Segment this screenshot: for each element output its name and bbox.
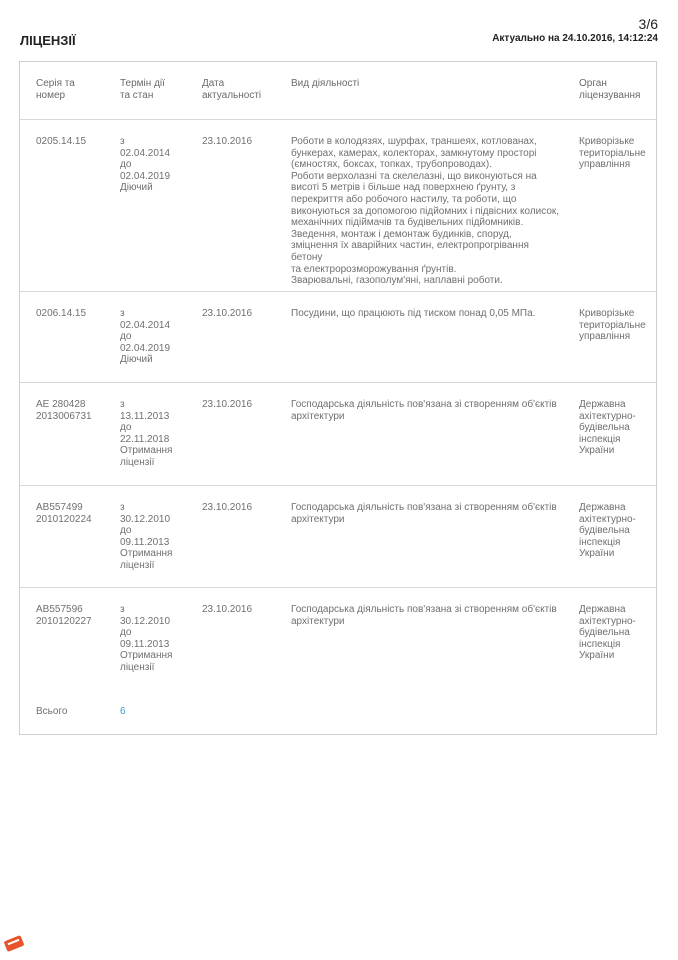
table-total-row: [20, 690, 656, 734]
cell-activity: Посудини, що працюють під тиском понад 0,05 МПа.: [291, 308, 536, 319]
cell-authority: Криворізьке територіальне управління: [579, 308, 646, 343]
page-number: 3/6: [638, 16, 658, 32]
table-row: [20, 486, 656, 588]
cell-authority: Державна ахітектурно- будівельна інспекція України: [579, 502, 636, 560]
table-row: [20, 588, 656, 690]
licenses-table: [19, 61, 657, 735]
cell-series: АВ557499 2010120224: [36, 502, 92, 525]
table-row: [20, 383, 656, 486]
cell-term: з 02.04.2014 до 02.04.2019 Діючий: [120, 136, 171, 194]
cell-authority: Криворізьке територіальне управління: [579, 136, 646, 171]
actuality-timestamp: Актуально на 24.10.2016, 14:12:24: [492, 33, 658, 44]
cell-term: з 30.12.2010 до 09.11.2013 Отримання ліцензії: [120, 604, 173, 673]
table-row: [20, 120, 656, 292]
column-header-series: Серія та номер: [36, 78, 75, 101]
cell-activity: Господарська діяльність пов'язана зі створенням об'єктів архітектури: [291, 502, 557, 525]
cell-date: 23.10.2016: [202, 399, 253, 410]
cell-authority: Державна ахітектурно- будівельна інспекція України: [579, 604, 636, 662]
cell-activity: Роботи в колодязях, шурфах, траншеях, котлованах, бункерах, камерах, колекторах, замкнутому просторі (ємностях, боксах, топках, трубопроводах). Роботи верхолазні та скелелазні, що виконуються на висоті 5 метрів і більше над поверхнею ґрунту, з перекриття або робочого настилу, та роботи, що виконуються за допомогою підйомних і підвісних колисок, механічних підіймачів та будівельних підйомників. Зведення, монтаж і демонтаж будинків, споруд, зміцнення їх аварійних частин, електропрогрівання бетону та електророзморожування ґрунтів. Зварювальні, газополум'яні, наплавні роботи.: [291, 136, 560, 287]
cell-term: з 13.11.2013 до 22.11.2018 Отримання ліцензії: [120, 399, 173, 468]
cell-authority: Державна ахітектурно- будівельна інспекція України: [579, 399, 636, 457]
cell-activity: Господарська діяльність пов'язана зі створенням об'єктів архітектури: [291, 604, 557, 627]
cell-term: з 30.12.2010 до 09.11.2013 Отримання ліцензії: [120, 502, 173, 571]
table-row: [20, 292, 656, 383]
total-label: Всього: [36, 706, 68, 717]
cell-series: 0205.14.15: [36, 136, 87, 147]
cell-date: 23.10.2016: [202, 502, 253, 513]
cell-date: 23.10.2016: [202, 136, 253, 147]
cell-date: 23.10.2016: [202, 308, 253, 319]
column-header-date: Дата актуальності: [202, 78, 262, 101]
section-title: ЛІЦЕНЗІЇ: [20, 33, 76, 48]
column-header-activity: Вид діяльності: [291, 78, 360, 89]
cell-activity: Господарська діяльність пов'язана зі створенням об'єктів архітектури: [291, 399, 557, 422]
cell-series: АВ557596 2010120227: [36, 604, 92, 627]
youcontrol-logo-icon: [3, 934, 25, 952]
cell-date: 23.10.2016: [202, 604, 253, 615]
cell-term: з 02.04.2014 до 02.04.2019 Діючий: [120, 308, 171, 366]
cell-series: 0206.14.15: [36, 308, 87, 319]
column-header-authority: Орган ліцензування: [579, 78, 641, 101]
table-header-row: [20, 62, 656, 120]
column-header-term: Термін дії та стан: [120, 78, 165, 101]
cell-series: АЕ 280428 2013006731: [36, 399, 92, 422]
total-value: 6: [120, 706, 126, 717]
